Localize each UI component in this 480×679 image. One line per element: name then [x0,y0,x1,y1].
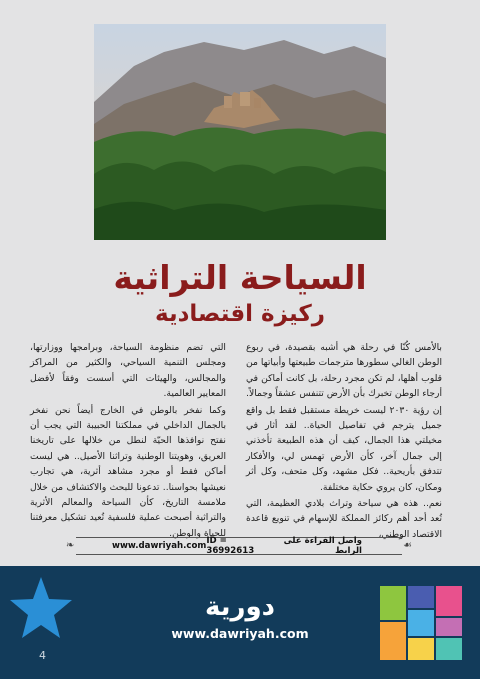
ornament-icon: ☙ [403,540,412,551]
read-more-label: واصل القراءة على الرابط [283,536,362,556]
footer-url[interactable]: www.dawriyah.com [171,626,309,641]
read-more-bar [66,536,412,556]
mosaic-logo-icon [380,586,462,660]
read-more-url[interactable]: www.dawriyah.com [112,541,207,551]
paragraph: التي تضم منظومة السياحة، وبرامجها ووزارتها، ومجلس التنمية السياحي، والكثير من المراكز والمجالس، والهيئات التي أسست وفقاً لأفضل المعايير العالمية. [30,342,226,400]
read-more-id: ID = 36992613 [206,536,255,556]
article-title: السياحة التراثية [113,258,367,297]
article-subtitle: ركيزة اقتصادية [155,301,325,327]
paragraph: نعم.. هذه هي سياحة وتراث بلادي العظيمة، التي تُعد أحد أهم ركائز المملكة للإسهام في تنويع قاعدة الاقتصاد الوطني، [246,498,442,540]
article-column-right [246,340,442,543]
paragraph: إن رؤية ٢٠٣٠ ليست خريطة مستقبل فقط بل واقع جميل يترجم في تفاصيل الحياة.. لقد أثار في مخيلتي هذا الجمال، كيف أن هذه الطبيعة تأخذني إلى جمال آخر، كأن الأرض تهمس لي، والأفكار تتدفق بأريحية.. فكل مشهد، وكل متحف، وكل أثر ومكان، كان يروي حكاية مختلفة. [246,404,442,493]
ornament-icon: ❧ [66,540,75,551]
heritage-village-photo [94,24,386,240]
brand-logo-text: دورية [204,592,275,622]
paragraph: بالأمس كُنّا في رحلة هي أشبه بقصيدة، في ربوع الوطن الغالي سطورها مترجمات طبيعتها وأبياتها من قلوب أهلها، لم تكن مجرد رحلة، بل كانت أماكن في أرجاء الوطن تخبرك بأن الأرض تتنفس عشقاً وجمالاً. [246,342,442,400]
page-number: 4 [39,649,46,662]
paragraph: وكما نفخر بالوطن في الخارج أيضاً نحن نفخر بالجمال الداخلي في مملكتنا الحبيبة التي يجب أن نفتح نوافذها الحيّة لنطل من خلالها على تاريخنا العريق، وهويتنا الوطنية وتراثنا الأصيل.. هي ليست أماكن فقط أو مجرد مشاهد أثرية، هي تجارب نعيشها بحواسنا.. تدعونا للبحث والاكتشاف من خلال ملامسة التاريخ، كأن السياحة والمعالم الأثرية والتراثية أصبحت عملية فلسفية تُعيد تشكيل معرفتنا للحياة والوطن. [30,404,226,539]
article-column-left [30,340,226,542]
